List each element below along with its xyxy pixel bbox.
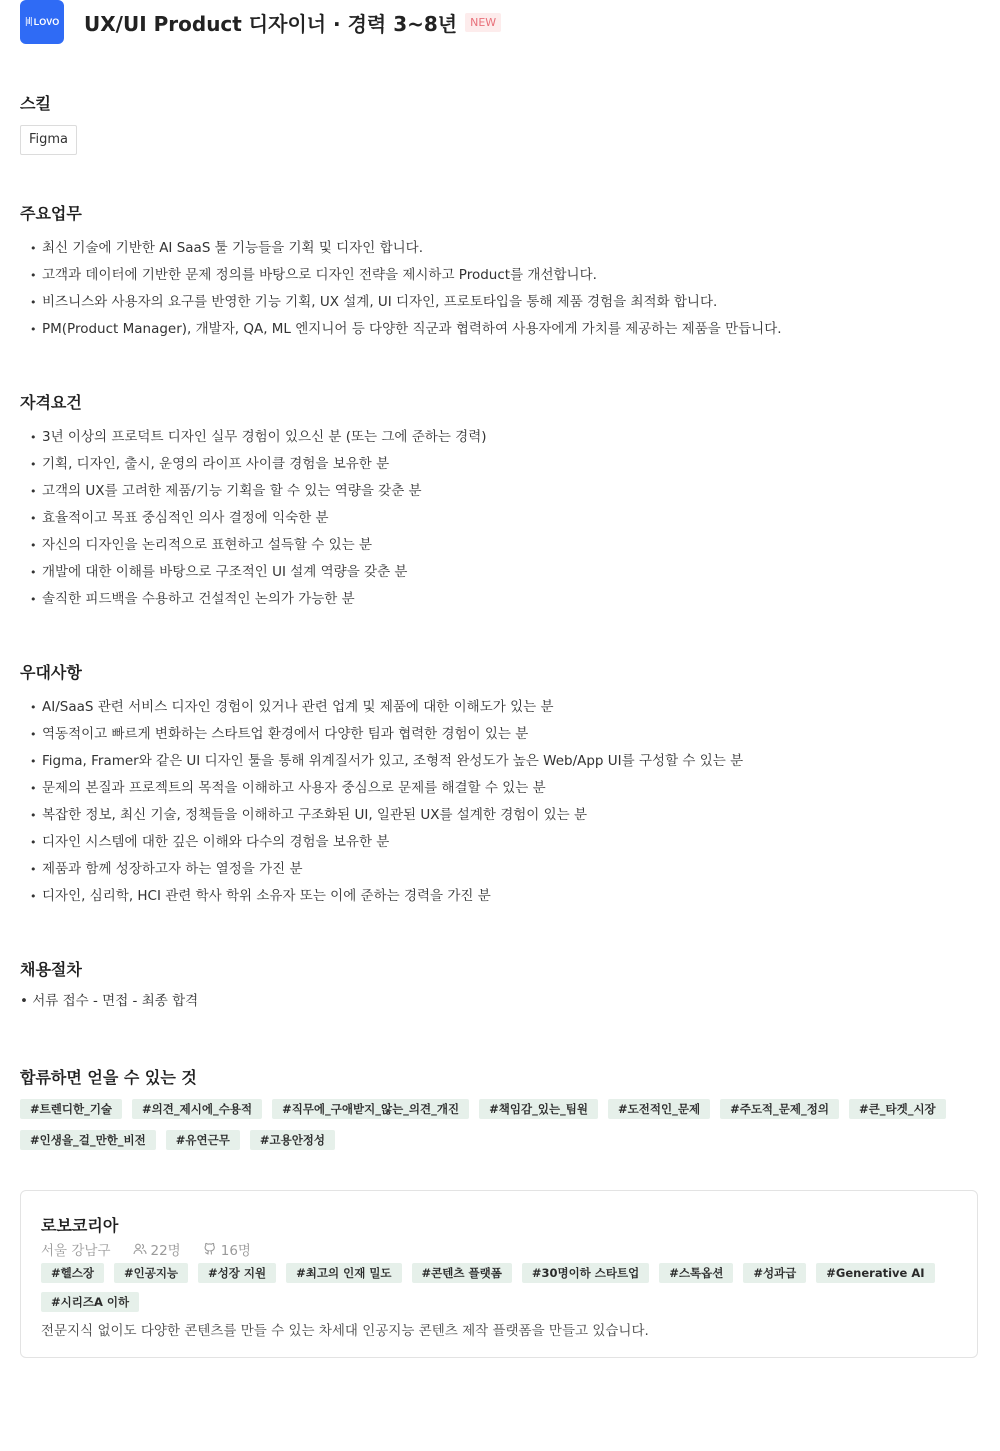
list-item: • 복잡한 정보, 최신 기술, 정책들을 이해하고 구조화된 UI, 일관된 UX를 설계한 경험이 있는 분	[20, 802, 980, 829]
benefit-tags	[20, 1099, 980, 1150]
company-name[interactable]: 로보코리아	[41, 1216, 119, 1235]
list-item: • AI/SaaS 관련 서비스 디자인 경험이 있거나 관련 업계 및 제품에 대한 이해도가 있는 분	[20, 694, 980, 721]
company-tag[interactable]: #Generative AI	[816, 1263, 934, 1283]
process-section	[20, 959, 980, 1011]
benefit-tag[interactable]: #주도적_문제_정의	[720, 1099, 839, 1119]
company-tag[interactable]: #최고의 인재 밀도	[286, 1263, 401, 1283]
company-tags	[41, 1263, 941, 1312]
process-text: • 서류 접수 - 면접 - 최종 합격	[20, 993, 199, 1009]
list-item: • 제품과 함께 성장하고자 하는 열정을 가진 분	[20, 856, 980, 883]
list-item: • 고객과 데이터에 기반한 문제 정의를 바탕으로 디자인 전략을 제시하고 Product를 개선합니다.	[20, 262, 980, 289]
sound-wave-icon: |ıl|	[24, 17, 32, 27]
logo-text: LOVO	[33, 16, 60, 27]
requirements-list	[20, 424, 980, 613]
benefit-tag[interactable]: #책임감_있는_팀원	[479, 1099, 598, 1119]
benefit-tag[interactable]: #의견_제시에_수용적	[132, 1099, 262, 1119]
company-tag[interactable]: #성장 지원	[198, 1263, 276, 1283]
list-item: • 최신 기술에 기반한 AI SaaS 툴 기능들을 기획 및 디자인 합니다.	[20, 235, 980, 262]
company-tag[interactable]: #콘텐츠 플랫폼	[412, 1263, 512, 1283]
skills-section	[20, 93, 980, 155]
benefit-tag[interactable]: #유연근무	[166, 1130, 240, 1150]
benefit-tag[interactable]: #인생을_걸_만한_비전	[20, 1130, 156, 1150]
company-logo[interactable]	[20, 0, 64, 44]
job-title: UX/UI Product 디자이너 · 경력 3~8년	[84, 11, 458, 36]
developer-count	[203, 1239, 251, 1259]
job-header	[20, 0, 501, 44]
company-tag[interactable]: #인공지능	[114, 1263, 188, 1283]
benefit-tag[interactable]: #큰_타겟_시장	[849, 1099, 946, 1119]
section-title-skills: 스킬	[20, 94, 51, 113]
duties-section	[20, 203, 980, 343]
section-title-requirements: 자격요건	[20, 393, 82, 412]
company-location	[41, 1239, 111, 1259]
list-item: • 기획, 디자인, 출시, 운영의 라이프 사이클 경험을 보유한 분	[20, 451, 980, 478]
employee-count	[133, 1239, 181, 1259]
list-item: • 역동적이고 빠르게 변화하는 스타트업 환경에서 다양한 팀과 협력한 경험이 있는 분	[20, 721, 980, 748]
list-item: • 3년 이상의 프로덕트 디자인 실무 경험이 있으신 분 (또는 그에 준하는 경력)	[20, 424, 980, 451]
section-title-duties: 주요업무	[20, 204, 82, 223]
benefit-tag[interactable]: #직무에_구애받지_않는_의견_개진	[272, 1099, 469, 1119]
list-item: • 디자인 시스템에 대한 깊은 이해와 다수의 경험을 보유한 분	[20, 829, 980, 856]
location-text: 서울 강남구	[41, 1243, 111, 1259]
list-item: • 자신의 디자인을 논리적으로 표현하고 설득할 수 있는 분	[20, 532, 980, 559]
duties-list	[20, 235, 980, 343]
list-item: • 고객의 UX를 고려한 제품/기능 기획을 할 수 있는 역량을 갖춘 분	[20, 478, 980, 505]
company-description: 전문지식 없이도 다양한 콘텐츠를 만들 수 있는 차세대 인공지능 콘텐츠 제작 플랫폼을 만들고 있습니다.	[41, 1323, 649, 1339]
list-item: • 개발에 대한 이해를 바탕으로 구조적인 UI 설계 역량을 갖춘 분	[20, 559, 980, 586]
skill-chip: Figma	[20, 125, 77, 155]
requirements-section	[20, 392, 980, 613]
company-tag[interactable]: #스톡옵션	[659, 1263, 733, 1283]
section-title-preferred: 우대사항	[20, 663, 82, 682]
section-title-process: 채용절차	[20, 960, 82, 979]
list-item: • 디자인, 심리학, HCI 관련 학사 학위 소유자 또는 이에 준하는 경력을 가진 분	[20, 883, 980, 910]
company-card[interactable]	[20, 1190, 978, 1358]
people-icon	[133, 1242, 147, 1256]
preferred-list	[20, 694, 980, 910]
section-title-benefits: 합류하면 얻을 수 있는 것	[20, 1068, 197, 1087]
benefit-tag[interactable]: #고용안정성	[250, 1130, 335, 1150]
list-item: • 문제의 본질과 프로젝트의 목적을 이해하고 사용자 중심으로 문제를 해결할 수 있는 분	[20, 775, 980, 802]
developer-count-text: 16명	[220, 1243, 251, 1259]
company-tag[interactable]: #시리즈A 이하	[41, 1292, 139, 1312]
company-tag[interactable]: #30명이하 스타트업	[522, 1263, 649, 1283]
company-tag[interactable]: #헬스장	[41, 1263, 104, 1283]
employee-count-text: 22명	[150, 1243, 181, 1259]
list-item: • PM(Product Manager), 개발자, QA, ML 엔지니어 등 다양한 직군과 협력하여 사용자에게 가치를 제공하는 제품을 만듭니다.	[20, 316, 980, 343]
list-item: • 솔직한 피드백을 수용하고 건설적인 논의가 가능한 분	[20, 586, 980, 613]
list-item: • 효율적이고 목표 중심적인 의사 결정에 익숙한 분	[20, 505, 980, 532]
list-item: • Figma, Framer와 같은 UI 디자인 툴을 통해 위계질서가 있고, 조형적 완성도가 높은 Web/App UI를 구성할 수 있는 분	[20, 748, 980, 775]
new-badge: NEW	[465, 13, 501, 32]
benefit-tag[interactable]: #트렌디한_기술	[20, 1099, 122, 1119]
preferred-section	[20, 662, 980, 910]
benefits-section	[20, 1067, 980, 1150]
company-tag[interactable]: #성과급	[743, 1263, 806, 1283]
github-icon	[203, 1242, 217, 1256]
benefit-tag[interactable]: #도전적인_문제	[608, 1099, 710, 1119]
company-meta	[41, 1239, 273, 1259]
list-item: • 비즈니스와 사용자의 요구를 반영한 기능 기획, UX 설계, UI 디자인, 프로토타입을 통해 제품 경험을 최적화 합니다.	[20, 289, 980, 316]
